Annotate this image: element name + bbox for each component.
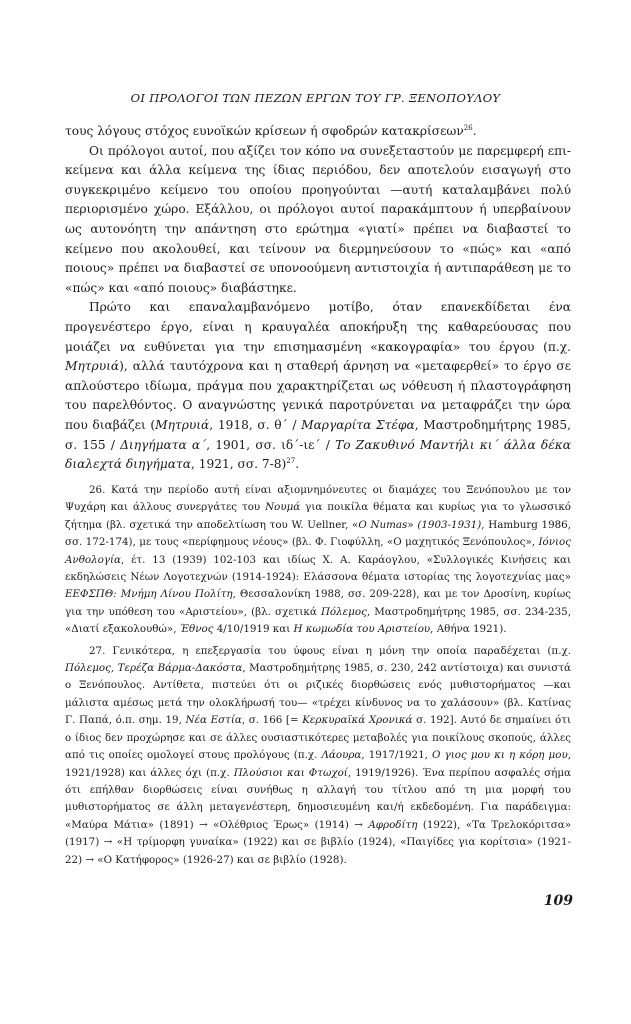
text-span: , 1918, σ. θ΄ / bbox=[209, 417, 302, 432]
italic-title: Μαργαρίτα Στέφα bbox=[301, 417, 415, 432]
text-span: , σ. 166 [= bbox=[241, 714, 303, 727]
italic-title: Νουμά bbox=[265, 501, 301, 514]
footnote-27 bbox=[65, 643, 571, 869]
footnote-26 bbox=[65, 482, 571, 639]
italic-title: Μητρυιά bbox=[155, 417, 210, 432]
paragraph-1: Οι πρόλογοι αυτοί, που αξίζει τον κόπο να συνεξεταστούν με παρεμφερή επι-κείμενα και άλλα κείμενα της ίδιας περιόδου, δεν αποτελούν εισαγωγή στο συγκεκριμένο κείμενο του οποίου προηγούνται —αυτή καταλαμβάνει πολύ περιορισμένο χώρο. Εξάλλου, οι πρόλογοι αυτοί παρακάμπτουν ή υπερβαίνουν ως αυτονόητη την απάντηση στο ερώτημα «γιατί» πρέπει να διαβαστεί το κείμενο που ακολουθεί, και τείνουν να διερμηνεύσουν το «πώς» και «από ποιους» πρέπει να διαβαστεί σε υπονοούμενη αντιστοιχία ή αντιπαράθεση με το «πώς» και «από ποιους» διαβάστηκε. bbox=[65, 143, 571, 295]
italic-title: Πόλεμος bbox=[320, 605, 367, 618]
text-span: ), αλλά ταυτόχρονα και η σταθερή άρνηση να «μεταφερθεί» το έργο σε απλούστερο ιδίωμα, πράγμα που χαρακτηρίζεται ως νόθευση ή πλαστογράφηση του παρελθόντος. Ο αναγνώστης γενικά παροτρύνεται να μεταφράζει την ώρα που διαβάζει ( bbox=[65, 359, 571, 432]
italic-title: ΕΕΦΣΠΘ: Μνήμη Λίνου Πολίτη bbox=[65, 588, 233, 601]
text-span: , Μαστροδημήτρης 1985, σ. 155 / bbox=[65, 417, 571, 452]
paragraph-continued: τους λόγους στόχος ευνοϊκών κρίσεων ή σφοδρών κατακρίσεων$^{26}$. bbox=[65, 123, 477, 138]
footnote-ref-26: 26 bbox=[463, 123, 473, 132]
text-span: (1922), «Τα Τρελοκόριτσα» (1917) → «Η τρίμορφη γυναίκα» (1922) και σε βιβλίο (1924), «Παιγίδες για κορίτσια» (1921-22) → «Ο Κατήφορος» (1926-27) και σε βιβλίο (1928). bbox=[65, 818, 572, 866]
italic-title: Λάουρα bbox=[321, 749, 362, 762]
text-span: Πρώτο και επαναλαμβανόμενο μοτίβο, όταν επανεκδίδεται ένα προγενέστερο έργο, είναι η κραυγαλέα αποκήρυξη της καθαρεύουσας που μοιάζει να ευθύνεται για την επισημασμένη «κακογραφία» του έργου (π.χ. bbox=[65, 300, 571, 354]
main-text bbox=[65, 122, 571, 475]
text-span: 4/10/1919 και bbox=[213, 623, 294, 636]
italic-title: Μητρυιά bbox=[65, 359, 120, 374]
text-span: , Θεσσαλονίκη 1988, σσ. 209-228), και με τον Δροσίνη, κυρίως για την υπόθεση του «Αριστείου», (βλ. σχετικά bbox=[65, 588, 571, 618]
italic-title: Έθνος bbox=[179, 623, 214, 636]
page-number: 109 bbox=[543, 893, 573, 909]
text-span: , έτ. 13 (1939) 102-103 και ιδίως Χ. Α. Καράογλου, «Συλλογικές Κινήσεις και εκδηλώσεις Νέων Λογοτεχνών (1914-1924): Ελάσσονα θέματα ιστορίας της λογοτεχνίας μας» bbox=[65, 553, 571, 584]
italic-title: Ο Νumas bbox=[358, 518, 408, 531]
text-span: , 1917/1921, bbox=[361, 749, 433, 762]
text-span: . bbox=[295, 457, 300, 472]
text-span: για ποικίλα θέματα και κυρίως για το γλωσσικό ζήτημα (βλ. σχετικά την αποδελτίωση του W. Uellner, « bbox=[65, 501, 571, 531]
text-span: » bbox=[407, 518, 418, 531]
text-span: , Hamburg 1986, σσ. 172-174), με τους «περίφημους νέους» (βλ. Φ. Γιοφύλλη, «Ο μαχητικός Ξενόπουλος», bbox=[65, 518, 572, 549]
italic-title: Αφροδίτη bbox=[368, 818, 418, 831]
text-span: 26. Κατά την περίοδο αυτή είναι αξιομνημόνευτες οι διαμάχες του Ξενόπουλου με τον Ψυχάρη και άλλους συνεργάτες του bbox=[65, 484, 571, 514]
italic-title: Πλούσιοι και Φτωχοί bbox=[233, 766, 348, 779]
italic-title: Η κωμωδία του Αριστείου bbox=[293, 623, 431, 636]
italic-title: (1903-1931) bbox=[417, 518, 482, 531]
text-span: , 1921/1928) και άλλες όχι (π.χ. bbox=[65, 749, 571, 779]
footnotes bbox=[65, 482, 571, 873]
italic-title: Το Ζακυθινό Μαντήλι κι΄ άλλα δέκα διαλεχτά διηγήματα bbox=[65, 437, 571, 472]
italic-title: Ιόνιος Ανθολογία bbox=[65, 536, 571, 566]
text-span: σ. 192]. Αυτό δε σημαίνει ότι ο ίδιος δεν προχώρησε και σε άλλες ουσιαστικότερες μεταβολές για ποικίλους σκοπούς, άλλες από τις οποίες ομολογεί στους προλόγους (π.χ. bbox=[65, 714, 571, 762]
text-span: , 1921, σσ. 7-8) bbox=[190, 457, 287, 472]
italic-title: Ο γιος μου κι η κόρη μου bbox=[432, 749, 568, 762]
italic-title: Κερκυραϊκά Χρονικά bbox=[302, 714, 413, 727]
paragraph-2 bbox=[65, 298, 571, 474]
footnote-ref-27: 27 bbox=[286, 457, 296, 466]
text-span: , Μαστροδημήτρης 1985, σσ. 234-235, «Διατί εξακολουθώ», bbox=[65, 605, 572, 636]
text-span: 27. Γενικότερα, η επεξεργασία του ύφους είναι η μόνη την οποία παραδέχεται (π.χ. bbox=[89, 644, 571, 657]
italic-title: Διηγήματα α΄ bbox=[120, 437, 207, 452]
text-span: , Αθήνα 1921). bbox=[430, 623, 507, 636]
running-head: ΟΙ ΠΡΟΛΟΓΟΙ ΤΩΝ ΠΕΖΩΝ ΕΡΓΩΝ ΤΟΥ ΓΡ. ΞΕΝΟΠΟΥΛΟΥ bbox=[130, 91, 501, 105]
italic-title: Νέα Εστία bbox=[185, 714, 242, 727]
text-span: , Μαστροδημήτρης 1985, σ. 230, 242 αντίστοιχα) και συνιστά ο Ξενόπουλος. Αντίθετα, πιστεύει ότι οι ριζικές διορθώσεις ενός μυθιστορήματος —και μάλιστα αμέσως μετά την ολοκλήρωσή του— «τρέχει κίνδυνος να το χαλάσουν» (βλ. Κατίνας Γ. Παπά, ό.π. σημ. 19, bbox=[65, 662, 571, 727]
italic-title: Πόλεμος, Τερέζα Βάρμα-Δακόστα bbox=[65, 662, 243, 675]
paragraph-text: τους λόγους στόχος ευνοϊκών κρίσεων ή σφοδρών κατακρίσεων bbox=[65, 124, 464, 138]
text-span: , 1901, σσ. ιδ΄-ιε΄ / bbox=[206, 437, 336, 452]
text-span: , 1919/1926). Ένα περίπου ασφαλές σήμα ότι επήλθαν διορθώσεις είναι συνήθως η αλλαγή του τίτλου από τη μια μορφή του μυθιστορήματος σε άλλη μεταγενέστερη, δημοσιευμένη και/ή εκδεδομένη. Για παράδειγμα: «Μαύρα Μάτια» (1891) → «Ολέθριος Έρως» (1914) → bbox=[65, 766, 571, 831]
